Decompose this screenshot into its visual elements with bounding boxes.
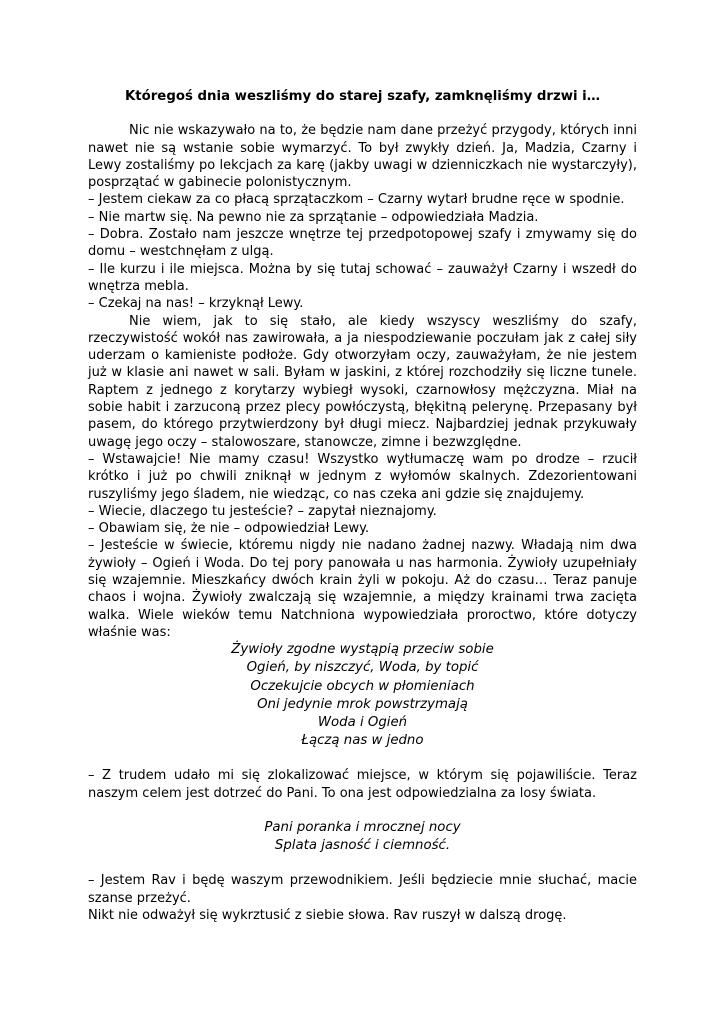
paragraph: Nie wiem, jak to się stało, ale kiedy wszyscy weszliśmy do szafy, rzeczywistość wokół nas zawirowała, a ja niespodziewanie poczułam jak z całej siły uderzam o kamieniste podłoże. Gdy otworzyłam oczy, zauważyłam, że nie jestem już w klasie ani nawet w sali. Byłam w jaskini, z której rozchodziły się liczne tunele. Raptem z jednego z korytarzy wybiegł wysoki, czarnowłosy mężczyzna. Miał na sobie habit i zarzuconą przez plecy powłóczystą, błękitną pelerynę. Przepasany był pasem, do którego przytwierdzony był długi miecz. Najbardziej jednak przykuwały uwagę jego oczy – stalowoszare, stanowcze, zimne i bezwzględne. [88,313,637,450]
spacer [88,750,637,767]
dialogue-line: – Nie martw się. Na pewno nie za sprzątanie – odpowiedziała Madzia. [88,209,539,225]
dialogue-line: – Jesteście w świecie, któremu nigdy nie nadano żadnej nazwy. Władają nim dwa żywioły – Ogień i Woda. Do tej pory panowała u nas harmonia. Żywioły uzupełniały się wzajemnie. Mieszkańcy dwóch krain żyli w pokoju. Aż do czasu… Teraz panuje chaos i wojna. Żywioły zwalczają się wzajemnie, a między krainami trwa zacięta walka. Wiele wieków temu Natchniona wypowiedziała proroctwo, które dotyczy właśnie was: [88,538,637,640]
poem-line: Oczekujcie obcych w płomieniach [250,678,475,694]
poem-line: Pani poranka i mrocznej nocy [264,820,461,836]
paragraph: Nikt nie odważył się wykrztusić z siebie słowa. Rav ruszył w dalszą drogę. [88,908,567,924]
dialogue-line: – Ile kurzu i ile miejsca. Można by się tutaj schować – zauważył Czarny i wszedł do wnętrza mebla. [88,261,637,294]
dialogue-line: – Jestem ciekaw za co płacą sprzątaczkom – Czarny wytarł brudne ręce w spodnie. [88,192,625,208]
prophecy-poem [88,641,637,750]
poem-line: Oni jedynie mrok powstrzymają [257,696,468,712]
spacer [88,855,637,872]
poem-line: Żywioły zgodne wystąpią przeciw sobie [231,642,494,658]
lady-poem [88,819,637,855]
spacer [88,802,637,819]
dialogue-line: – Obawiam się, że nie – odpowiedział Lewy. [88,521,370,537]
story-body-part-1 [88,122,637,641]
dialogue-line: – Z trudem udało mi się zlokalizować miejsce, w którym się pojawiliście. Teraz naszym celem jest dotrzeć do Pani. To ona jest odpowiedzialna za losy świata. [88,768,637,801]
poem-line: Ogień, by niszczyć, Woda, by topić [246,660,479,676]
dialogue-line: – Wstawajcie! Nie mamy czasu! Wszystko wytłumaczę wam po drodze – rzucił krótko i już po chwili zniknął w jednym z wyłomów skalnych. Zdezorientowani ruszyliśmy jego śladem, nie wiedząc, co nas czeka ani gdzie się znajdujemy. [88,451,637,502]
dialogue-line: – Dobra. Zostało nam jeszcze wnętrze tej przedpotopowej szafy i zmywamy się do domu – westchnęłam z ulgą. [88,227,637,260]
poem-line: Woda i Ogień [317,715,408,731]
dialogue-line: – Wiecie, dlaczego tu jesteście? – zapytał nieznajomy. [88,503,437,519]
dialogue-line: – Czekaj na nas! – krzyknął Lewy. [88,296,304,312]
dialogue-line: – Jestem Rav i będę waszym przewodnikiem. Jeśli będziecie mnie słuchać, macie szanse przeżyć. [88,873,637,906]
poem-line: Splata jasność i ciemność. [274,838,451,854]
document-title: Któregoś dnia weszliśmy do starej szafy, zamknęliśmy drzwi i… [124,89,601,104]
document-page [88,88,637,924]
poem-line: Łączą nas w jedno [301,733,424,749]
paragraph: Nic nie wskazywało na to, że będzie nam dane przeżyć przygody, których inni nawet nie są wstanie sobie wymarzyć. To był zwykły dzień. Ja, Madzia, Czarny i Lewy zostaliśmy po lekcjach za karę (jakby uwagi w dzienniczkach nie wystarczyły), posprzątać w gabinecie polonistycznym. [88,123,637,191]
